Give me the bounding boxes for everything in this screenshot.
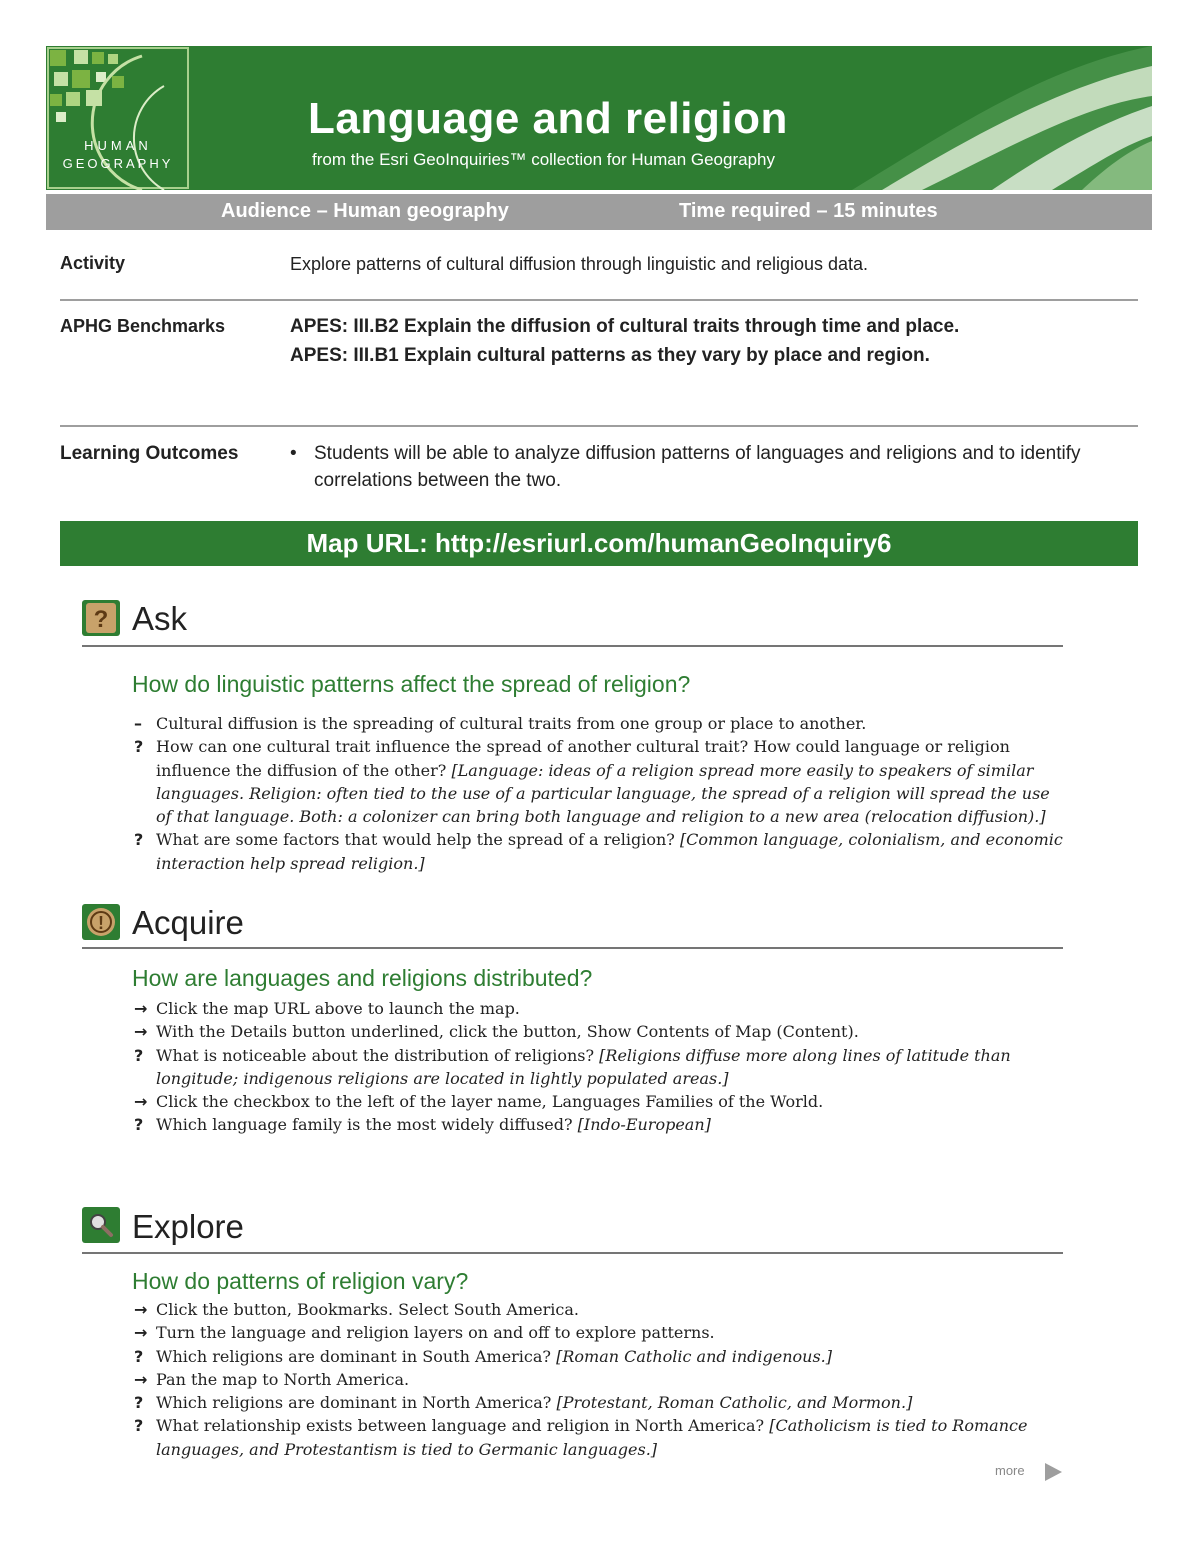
arrow-right-icon: → (134, 1369, 148, 1389)
list-item (132, 997, 1067, 1020)
list-item (132, 828, 1067, 875)
question-mark-icon: ? (134, 1045, 144, 1065)
list-item-text: What is noticeable about the distribution of religions? (156, 1045, 600, 1065)
explore-question: How do patterns of religion vary? (132, 1268, 469, 1294)
acquire-heading: Acquire (132, 904, 244, 941)
list-item (132, 1020, 1067, 1043)
ask-list (132, 712, 1067, 875)
acquire-question: How are languages and religions distributed? (132, 965, 593, 991)
benchmark-2: APES: III.B1 Explain cultural patterns as they vary by place and region. (290, 345, 930, 366)
list-item (132, 1368, 1067, 1391)
divider (60, 299, 1138, 301)
benchmarks-label: APHG Benchmarks (60, 316, 226, 336)
answer-text: [Language: ideas of a religion spread more easily to speakers of similar languages. Religion: often tied to the use of a particular language, the spread of a religion will spread the use of that language. Both: a colonizer can bring both language and religion to a new area (relocation diffusion).] (156, 760, 1050, 827)
arrow-right-icon: → (134, 1323, 148, 1343)
answer-text: [Protestant, Roman Catholic, and Mormon.] (556, 1393, 913, 1413)
divider (60, 425, 1138, 427)
svg-text:?: ? (93, 606, 109, 633)
list-item-text: How can one cultural trait influence the spread of another cultural trait? How could language or religion influence the diffusion of the other? (156, 737, 1010, 780)
map-url-link[interactable]: Map URL: http://esriurl.com/humanGeoInquiry6 (60, 521, 1138, 566)
list-item-text: Turn the language and religion layers on and off to explore patterns. (156, 1323, 715, 1343)
arrow-right-icon: → (134, 1300, 148, 1319)
list-item-text: Which religions are dominant in South America? (156, 1346, 557, 1366)
exclamation-icon (82, 904, 120, 940)
time-required-text: Time required – 15 minutes (679, 200, 938, 222)
list-item (132, 1321, 1067, 1344)
arrow-right-icon: → (134, 1022, 148, 1042)
list-item (132, 1090, 1067, 1113)
answer-text: [Common language, colonialism, and economic interaction help spread religion.] (156, 830, 1063, 873)
list-item (132, 1414, 1067, 1461)
answer-text: [Indo-European] (577, 1115, 711, 1135)
question-mark-icon: ? (134, 1393, 144, 1413)
list-item-text: Click the map URL above to launch the map. (156, 999, 520, 1018)
answer-text: [Catholicism is tied to Romance languages, and Protestantism is tied to Germanic languages.] (156, 1416, 1028, 1459)
audience-text: Audience – Human geography (221, 200, 509, 222)
question-mark-icon: ? (134, 1115, 144, 1135)
question-mark-icon: ? (134, 1416, 144, 1436)
svg-text:HUMAN: HUMAN (84, 138, 152, 153)
svg-text:!: ! (98, 913, 104, 933)
list-item-text: Which religions are dominant in North America? (156, 1393, 557, 1413)
page-title: Language and religion (308, 94, 788, 143)
section-divider (82, 1252, 1063, 1254)
list-item (132, 1298, 1067, 1321)
list-item-text: Click the checkbox to the left of the layer name, Languages Families of the World. (156, 1092, 824, 1112)
ask-question: How do linguistic patterns affect the spread of religion? (132, 671, 691, 697)
answer-text: [Religions diffuse more along lines of latitude than longitude; indigenous religions are located in lightly populated areas.] (156, 1045, 1011, 1088)
ask-heading: Ask (132, 600, 188, 637)
list-item-text: What relationship exists between language and religion in North America? (156, 1416, 770, 1436)
question-mark-icon: ? (134, 737, 144, 757)
audience-bar (46, 194, 1152, 230)
section-divider (82, 947, 1063, 949)
list-item-text: With the Details button underlined, click the button, Show Contents of Map (Content). (156, 1022, 859, 1042)
bullet-icon: • (290, 443, 297, 464)
page-subtitle: from the Esri GeoInquiries™ collection for Human Geography (312, 150, 775, 169)
activity-text: Explore patterns of cultural diffusion through linguistic and religious data. (290, 254, 869, 274)
list-item (132, 1044, 1067, 1091)
benchmark-1: APES: III.B2 Explain the diffusion of cultural traits through time and place. (290, 316, 960, 337)
list-item (132, 735, 1067, 828)
more-label[interactable]: more (995, 1463, 1025, 1478)
list-item-text: Click the button, Bookmarks. Select South America. (156, 1300, 579, 1319)
list-item (132, 1113, 1067, 1136)
play-arrow-icon[interactable] (1042, 1461, 1064, 1483)
list-item (132, 1345, 1067, 1368)
explore-list (132, 1298, 1067, 1461)
list-item-text: Pan the map to North America. (156, 1369, 410, 1389)
svg-text:GEOGRAPHY: GEOGRAPHY (62, 156, 174, 171)
arrow-right-icon: → (134, 999, 148, 1018)
question-icon (82, 600, 120, 636)
list-item (132, 712, 1067, 735)
activity-label: Activity (60, 253, 126, 273)
human-geography-logo (46, 46, 190, 190)
question-mark-icon: ? (134, 1346, 144, 1366)
arrow-right-icon: → (134, 1092, 148, 1112)
learning-outcomes-label: Learning Outcomes (60, 443, 239, 464)
answer-text: [Roman Catholic and indigenous.] (556, 1346, 832, 1366)
list-item (132, 1391, 1067, 1414)
list-item-text: What are some factors that would help the spread of a religion? (156, 830, 680, 850)
list-item-text: Cultural diffusion is the spreading of cultural traits from one group or place to another. (156, 714, 867, 733)
learning-outcome-text: Students will be able to analyze diffusion patterns of languages and religions and to identify correlations between the two. (314, 443, 1081, 491)
acquire-list (132, 997, 1067, 1137)
list-item-text: Which language family is the most widely diffused? (156, 1115, 578, 1135)
section-divider (82, 645, 1063, 647)
question-mark-icon: ? (134, 830, 144, 850)
explore-heading: Explore (132, 1208, 244, 1245)
dash-icon: – (134, 714, 142, 733)
magnifier-icon (82, 1207, 120, 1243)
learning-outcome (290, 440, 1140, 494)
header-banner (46, 46, 1152, 190)
